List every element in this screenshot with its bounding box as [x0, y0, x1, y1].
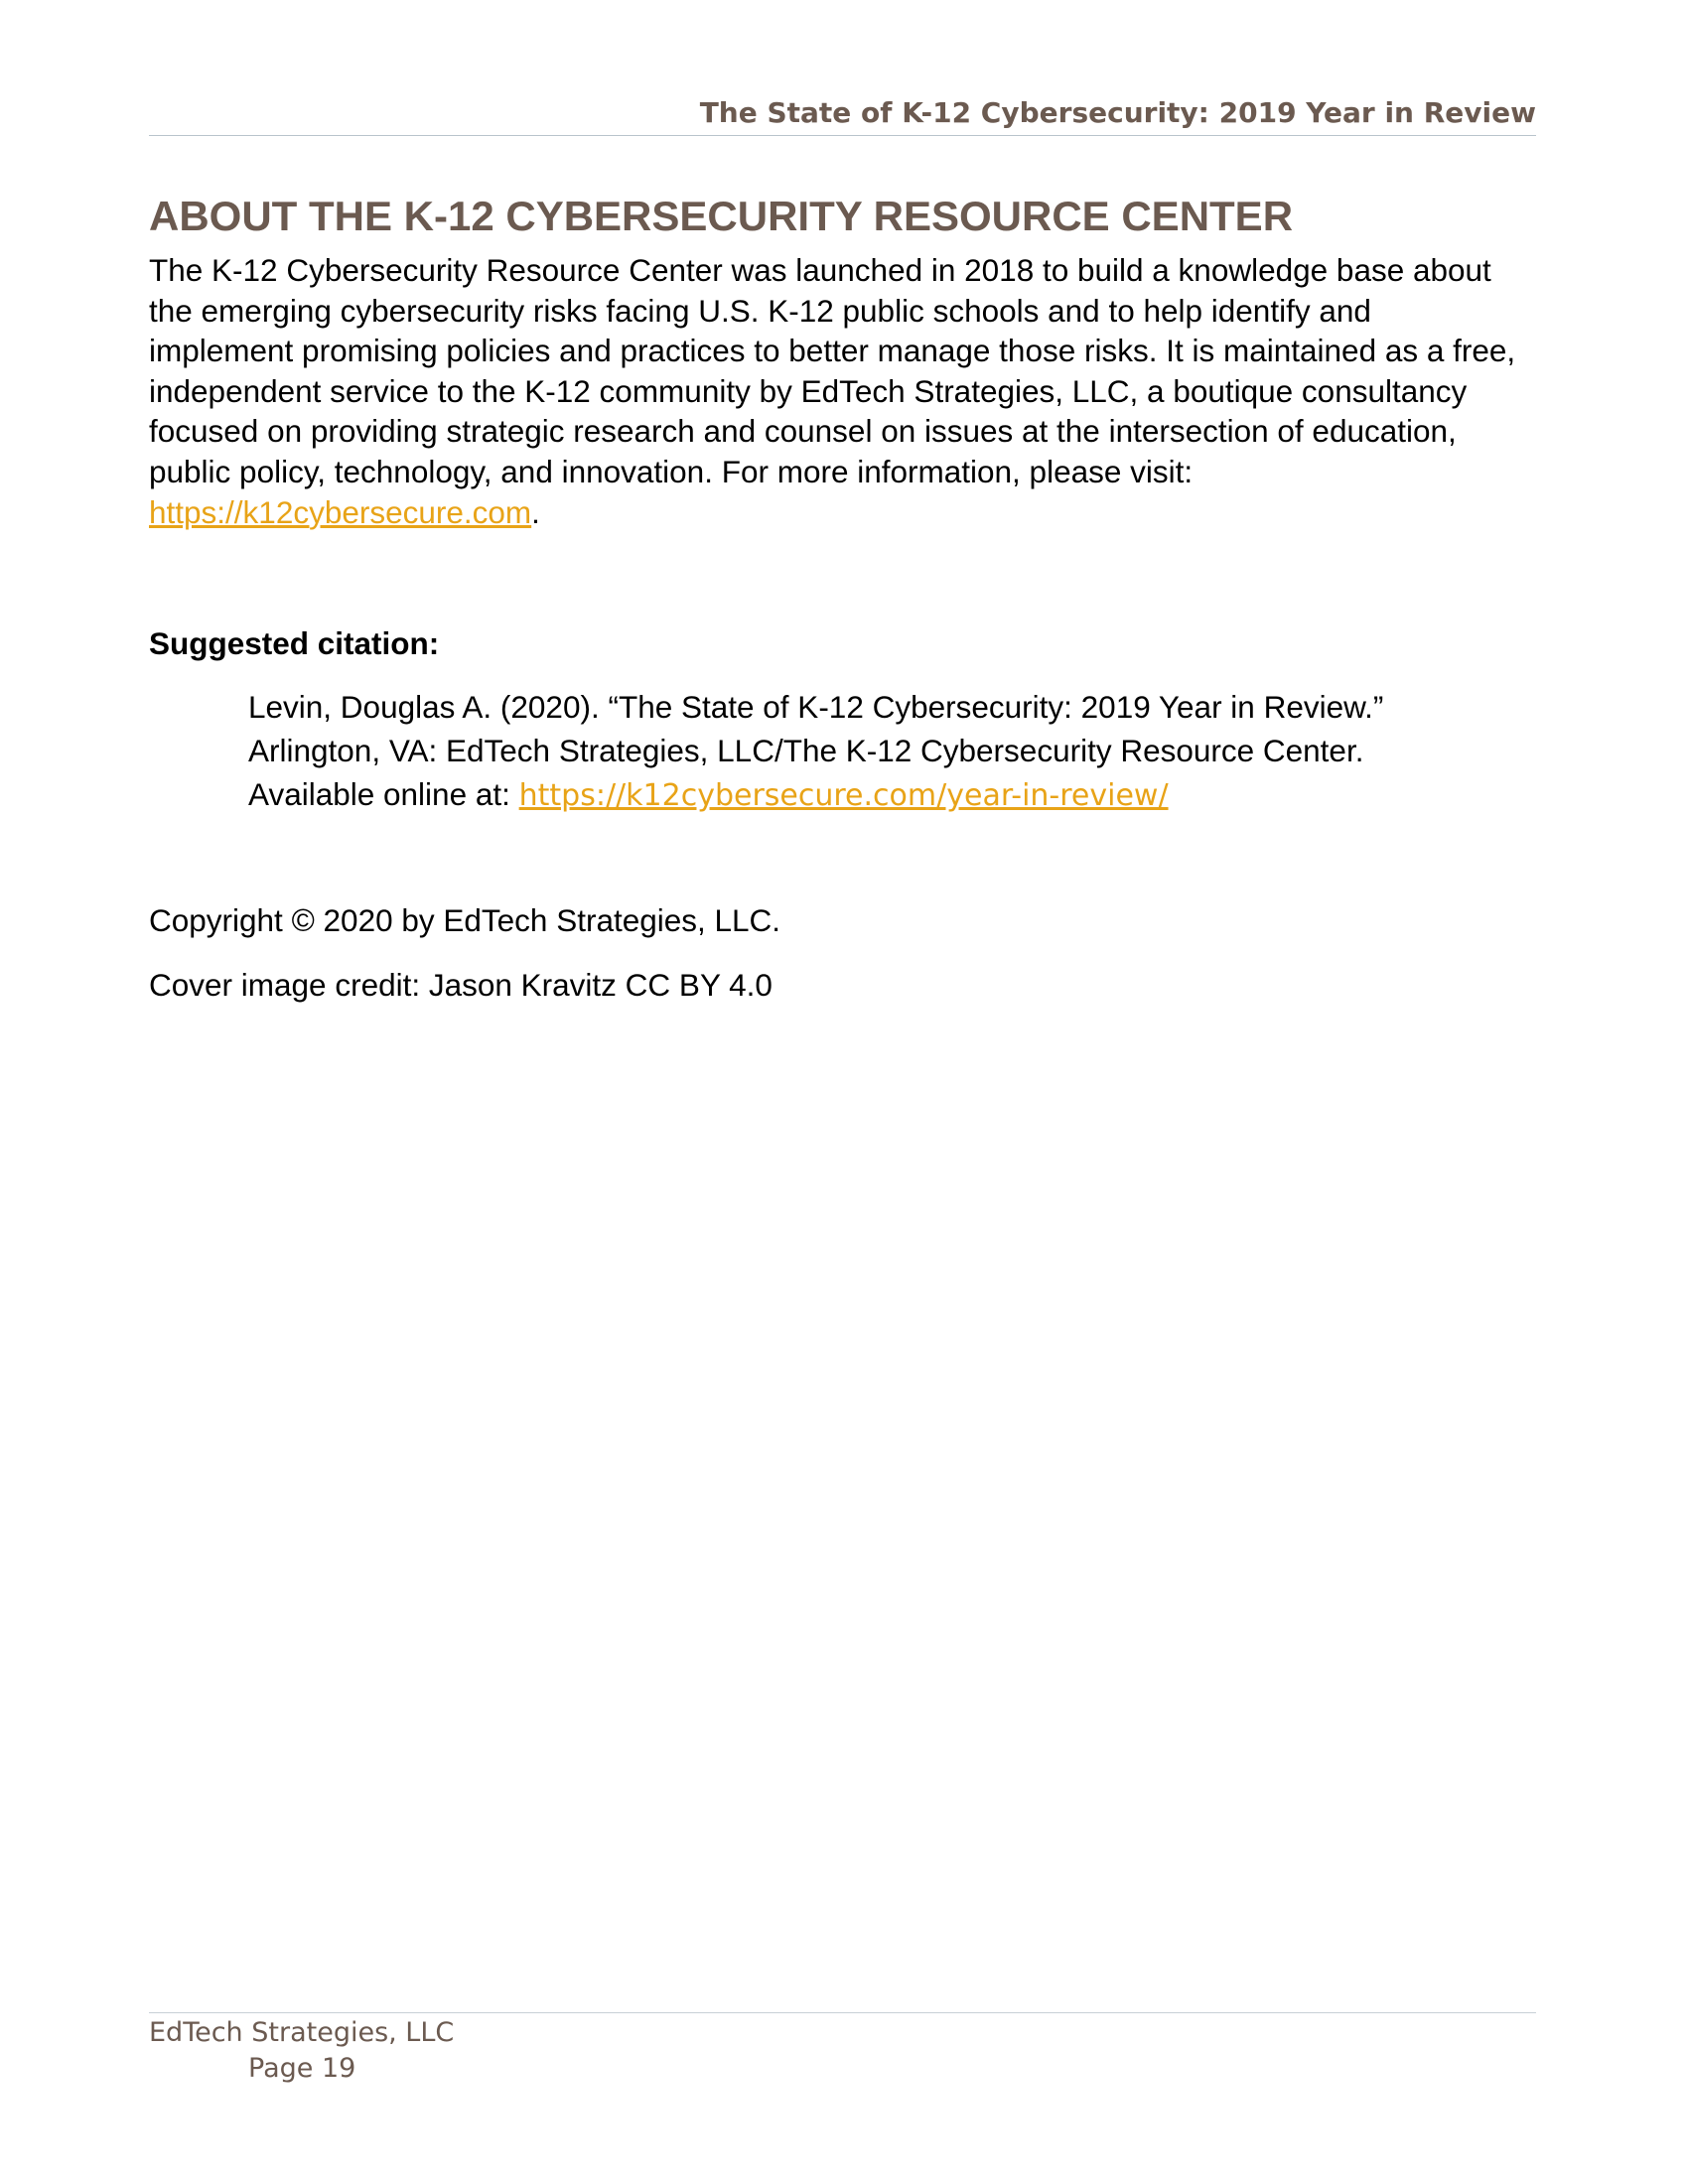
running-header: The State of K-12 Cybersecurity: 2019 Year in Review — [699, 96, 1536, 129]
citation-heading: Suggested citation: — [149, 625, 440, 661]
citation-link-prefix: Available online at: — [248, 776, 519, 812]
citation-line: Levin, Douglas A. (2020). “The State of K-12 Cybersecurity: 2019 Year in Review.” — [248, 689, 1384, 725]
copyright-notice: Copyright © 2020 by EdTech Strategies, LLC. — [149, 902, 781, 938]
about-line: implement promising policies and practices to better manage those risks. It is maintained as a free, — [149, 333, 1516, 369]
cover-image-credit: Cover image credit: Jason Kravitz CC BY 4.0 — [149, 967, 773, 1003]
about-line: independent service to the K-12 community by EdTech Strategies, LLC, a boutique consultancy — [149, 372, 1468, 409]
about-line: public policy, technology, and innovation. For more information, please visit: — [149, 453, 1194, 489]
about-line: the emerging cybersecurity risks facing U.S. K-12 public schools and to help identify and — [149, 292, 1371, 329]
citation-line: Arlington, VA: EdTech Strategies, LLC/The K-12 Cybersecurity Resource Center. — [248, 733, 1364, 768]
section-title: ABOUT THE K-12 CYBERSECURITY RESOURCE CENTER — [149, 193, 1294, 239]
citation-link-line — [248, 772, 1383, 818]
about-line: The K-12 Cybersecurity Resource Center was launched in 2018 to build a knowledge base about — [149, 252, 1491, 288]
about-link-suffix: . — [531, 493, 540, 530]
header-divider — [149, 135, 1536, 136]
about-line: focused on providing strategic research and counsel on issues at the intersection of education, — [149, 413, 1457, 450]
footer-divider — [149, 2012, 1536, 2013]
year-in-review-link[interactable]: https://k12cybersecure.com/year-in-review/ — [518, 778, 1169, 813]
footer-page-number: Page 19 — [248, 2053, 356, 2084]
citation-block — [248, 685, 1383, 818]
k12cybersecure-link[interactable]: https://k12cybersecure.com — [149, 493, 532, 530]
about-link-line — [149, 492, 1539, 533]
footer-organization: EdTech Strategies, LLC — [149, 2017, 455, 2048]
about-paragraph — [149, 250, 1539, 532]
